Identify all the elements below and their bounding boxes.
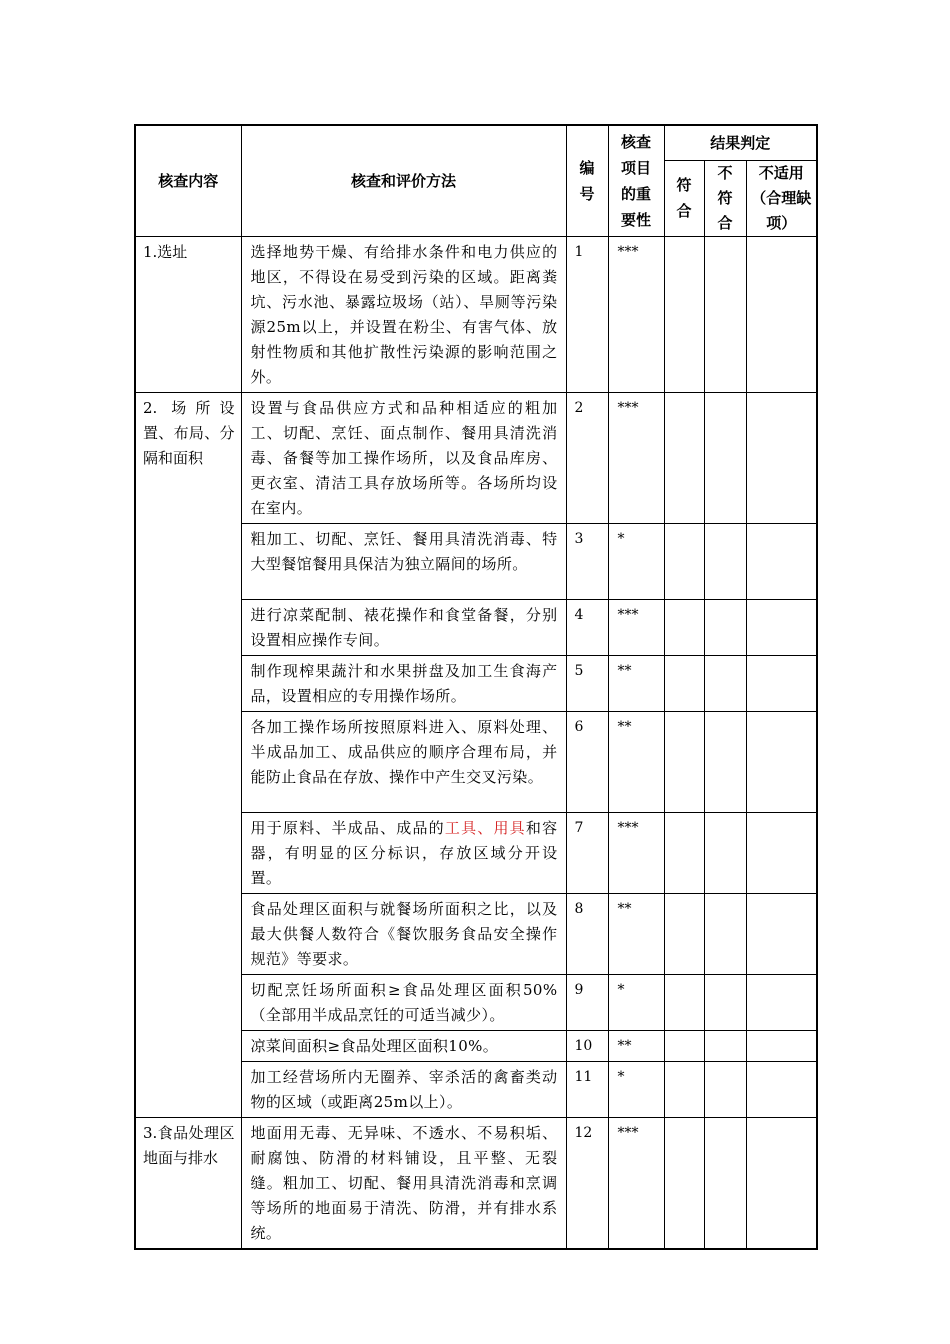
- method-cell: 粗加工、切配、烹饪、餐用具清洗消毒、特大型餐馆餐用具保洁为独立隔间的场所。: [241, 523, 566, 599]
- table-row: [135, 392, 817, 523]
- method-cell: 切配烹饪场所面积≥食品处理区面积50%（全部用半成品烹饪的可适当减少）。: [241, 974, 566, 1030]
- na-cell[interactable]: [746, 1117, 817, 1249]
- nonconform-cell[interactable]: [704, 1030, 746, 1061]
- number-cell: 11: [566, 1061, 608, 1117]
- method-cell: 制作现榨果蔬汁和水果拼盘及加工生食海产品，设置相应的专用操作场所。: [241, 655, 566, 711]
- highlighted-text: 工具、用具: [444, 818, 526, 837]
- header-na: 不适用（合理缺项）: [746, 160, 817, 236]
- method-cell: 用于原料、半成品、成品的工具、用具和容器，有明显的区分标识，存放区域分开设置。: [241, 812, 566, 893]
- method-cell: 选择地势干燥、有给排水条件和电力供应的地区，不得设在易受到污染的区域。距离粪坑、污水池、暴露垃圾场（站）、旱厕等污染源25m以上，并设置在粉尘、有害气体、放射性物质和其他扩散性污染源的影响范围之外。: [241, 236, 566, 392]
- method-cell: 食品处理区面积与就餐场所面积之比，以及最大供餐人数符合《餐饮服务食品安全操作规范》等要求。: [241, 893, 566, 974]
- category-cell: 1.选址: [135, 236, 241, 392]
- importance-cell: *: [608, 974, 664, 1030]
- header-row-1: [135, 125, 817, 160]
- method-cell: 地面用无毒、无异味、不透水、不易积垢、耐腐蚀、防滑的材料铺设，且平整、无裂缝。粗加工、切配、餐用具清洗消毒和烹调等场所的地面易于清洗、防滑，并有排水系统。: [241, 1117, 566, 1249]
- number-cell: 8: [566, 893, 608, 974]
- importance-cell: ***: [608, 1117, 664, 1249]
- na-cell[interactable]: [746, 599, 817, 655]
- method-cell: 设置与食品供应方式和品种相适应的粗加工、切配、烹饪、面点制作、餐用具清洗消毒、备餐等加工操作场所，以及食品库房、更衣室、清洁工具存放场所等。各场所均设在室内。: [241, 392, 566, 523]
- nonconform-cell[interactable]: [704, 236, 746, 392]
- na-cell[interactable]: [746, 893, 817, 974]
- nonconform-cell[interactable]: [704, 1061, 746, 1117]
- header-importance: 核查项目的重要性: [608, 125, 664, 236]
- importance-cell: ***: [608, 812, 664, 893]
- importance-cell: **: [608, 893, 664, 974]
- conform-cell[interactable]: [664, 392, 704, 523]
- header-method: 核查和评价方法: [241, 125, 566, 236]
- header-content: 核查内容: [135, 125, 241, 236]
- nonconform-cell[interactable]: [704, 974, 746, 1030]
- importance-cell: *: [608, 1061, 664, 1117]
- number-cell: 12: [566, 1117, 608, 1249]
- number-cell: 7: [566, 812, 608, 893]
- table-row: [135, 1117, 817, 1249]
- number-cell: 2: [566, 392, 608, 523]
- na-cell[interactable]: [746, 392, 817, 523]
- conform-cell[interactable]: [664, 655, 704, 711]
- conform-cell[interactable]: [664, 1030, 704, 1061]
- number-cell: 4: [566, 599, 608, 655]
- category-cell: 3.食品处理区地面与排水: [135, 1117, 241, 1249]
- na-cell[interactable]: [746, 1061, 817, 1117]
- nonconform-cell[interactable]: [704, 711, 746, 812]
- conform-cell[interactable]: [664, 974, 704, 1030]
- conform-cell[interactable]: [664, 1061, 704, 1117]
- table-row: [135, 236, 817, 392]
- na-cell[interactable]: [746, 974, 817, 1030]
- number-cell: 3: [566, 523, 608, 599]
- conform-cell[interactable]: [664, 599, 704, 655]
- number-cell: 6: [566, 711, 608, 812]
- na-cell[interactable]: [746, 711, 817, 812]
- conform-cell[interactable]: [664, 523, 704, 599]
- header-result: 结果判定: [664, 125, 817, 160]
- conform-cell[interactable]: [664, 893, 704, 974]
- na-cell[interactable]: [746, 236, 817, 392]
- number-cell: 5: [566, 655, 608, 711]
- importance-cell: *: [608, 523, 664, 599]
- category-cell: 2. 场所设置、布局、分隔和面积: [135, 392, 241, 1117]
- number-cell: 9: [566, 974, 608, 1030]
- inspection-table: [134, 124, 818, 1250]
- na-cell[interactable]: [746, 523, 817, 599]
- number-cell: 1: [566, 236, 608, 392]
- importance-cell: **: [608, 711, 664, 812]
- na-cell[interactable]: [746, 1030, 817, 1061]
- number-cell: 10: [566, 1030, 608, 1061]
- nonconform-cell[interactable]: [704, 392, 746, 523]
- nonconform-cell[interactable]: [704, 1117, 746, 1249]
- nonconform-cell[interactable]: [704, 523, 746, 599]
- na-cell[interactable]: [746, 655, 817, 711]
- conform-cell[interactable]: [664, 236, 704, 392]
- importance-cell: ***: [608, 236, 664, 392]
- nonconform-cell[interactable]: [704, 599, 746, 655]
- nonconform-cell[interactable]: [704, 655, 746, 711]
- method-cell: 各加工操作场所按照原料进入、原料处理、半成品加工、成品供应的顺序合理布局，并能防止食品在存放、操作中产生交叉污染。: [241, 711, 566, 812]
- method-cell: 进行凉菜配制、裱花操作和食堂备餐，分别设置相应操作专间。: [241, 599, 566, 655]
- header-number: 编号: [566, 125, 608, 236]
- method-cell: 凉菜间面积≥食品处理区面积10%。: [241, 1030, 566, 1061]
- method-cell: 加工经营场所内无圈养、宰杀活的禽畜类动物的区域（或距离25m以上）。: [241, 1061, 566, 1117]
- conform-cell[interactable]: [664, 711, 704, 812]
- na-cell[interactable]: [746, 812, 817, 893]
- importance-cell: **: [608, 655, 664, 711]
- conform-cell[interactable]: [664, 812, 704, 893]
- header-conform: 符合: [664, 160, 704, 236]
- header-nonconform: 不符合: [704, 160, 746, 236]
- conform-cell[interactable]: [664, 1117, 704, 1249]
- importance-cell: **: [608, 1030, 664, 1061]
- importance-cell: ***: [608, 392, 664, 523]
- nonconform-cell[interactable]: [704, 812, 746, 893]
- nonconform-cell[interactable]: [704, 893, 746, 974]
- importance-cell: ***: [608, 599, 664, 655]
